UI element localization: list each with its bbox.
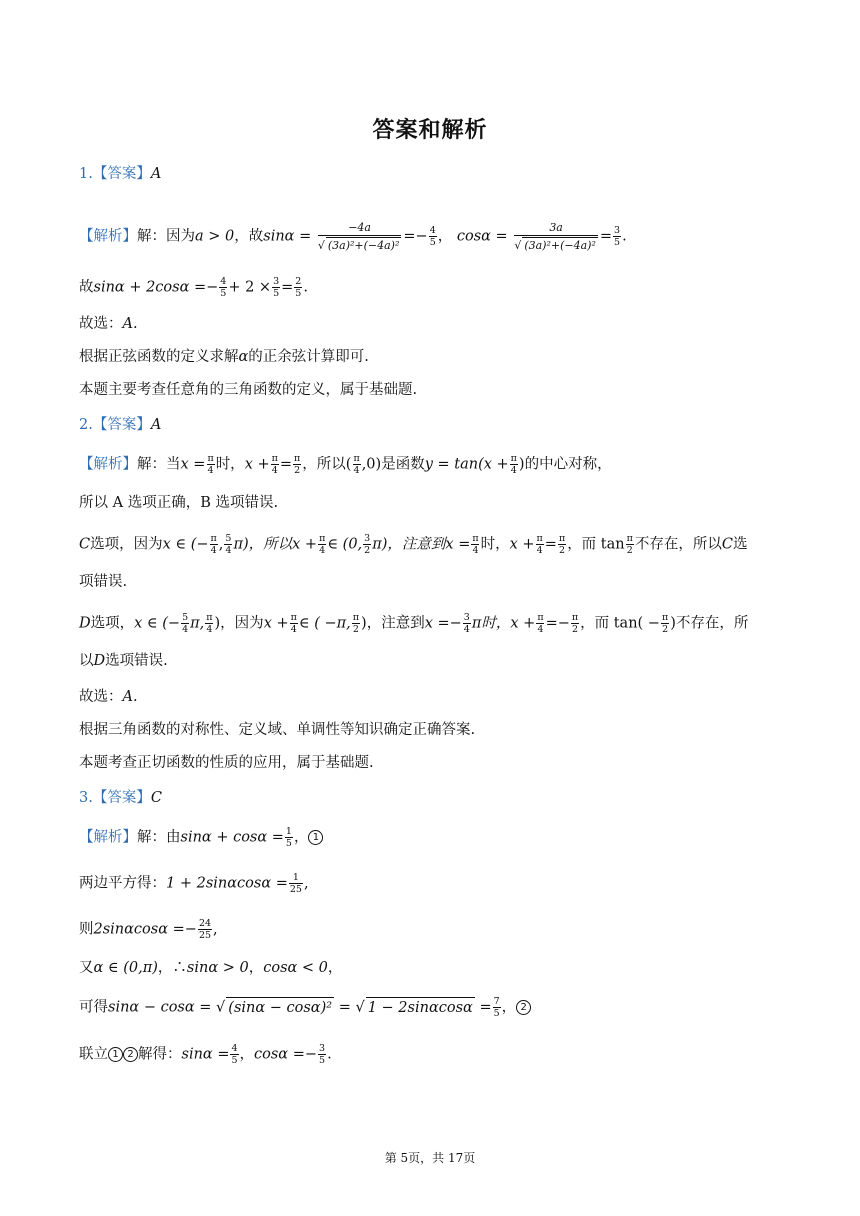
fraction bbox=[219, 276, 227, 299]
fraction-denominator: 2 bbox=[294, 465, 301, 476]
q3-answer-line bbox=[79, 788, 162, 808]
q3-math: cosα =− bbox=[254, 1046, 318, 1063]
q2-math: π)，注意到 bbox=[372, 536, 446, 553]
q2-text: 不存在，所以 bbox=[634, 536, 722, 553]
q2-math: x + bbox=[509, 536, 535, 553]
fraction bbox=[493, 996, 501, 1019]
q2-math: π)，所以 bbox=[233, 536, 293, 553]
q2-text: 选项， bbox=[90, 615, 135, 632]
fraction-denominator: (3a)²+(−4a)² bbox=[327, 239, 400, 252]
q3-analysis-line-1 bbox=[79, 826, 323, 849]
q3-math: sinα = bbox=[181, 1046, 230, 1063]
q1-text: ， bbox=[437, 228, 453, 245]
q3-sqrt-1: (sinα − cosα)² bbox=[226, 997, 334, 1018]
fraction-numerator: π bbox=[536, 533, 543, 544]
fraction-denominator: 2 bbox=[352, 624, 359, 635]
q2-answer-tag: 【答案】 bbox=[92, 417, 151, 433]
q3-analysis-line-2 bbox=[79, 872, 309, 895]
q3-text: , bbox=[303, 875, 309, 892]
q1-choice: A. bbox=[122, 316, 138, 332]
q2-text: 故选： bbox=[79, 689, 123, 705]
q1-analysis-line-2 bbox=[79, 276, 308, 299]
q3-math: cosα < 0 bbox=[263, 960, 328, 976]
fraction-denominator: 4 bbox=[510, 465, 517, 476]
fraction bbox=[181, 612, 189, 635]
q2-math: D bbox=[79, 615, 91, 632]
q3-text: ，∴ bbox=[157, 960, 187, 976]
q3-analysis-line-4 bbox=[79, 958, 342, 978]
fraction bbox=[210, 533, 218, 556]
fraction-numerator: 3a bbox=[549, 221, 563, 234]
fraction bbox=[285, 826, 293, 849]
fraction-denominator: 4 bbox=[271, 465, 278, 476]
q3-text: ， bbox=[248, 960, 264, 976]
circled-number-1: 1 bbox=[108, 1047, 123, 1062]
q3-answer: C bbox=[150, 790, 162, 806]
q3-math: sinα > 0 bbox=[186, 960, 249, 976]
q2-math: D bbox=[93, 653, 106, 669]
q2-math: ∈ (0, bbox=[327, 536, 363, 553]
fraction-denominator: 4 bbox=[472, 545, 479, 556]
fraction bbox=[352, 612, 360, 635]
q2-analysis-tag: 【解析】 bbox=[79, 456, 137, 473]
fraction bbox=[558, 533, 566, 556]
q2-analysis-line-3 bbox=[79, 533, 747, 556]
q1-text: = bbox=[281, 279, 294, 296]
q2-analysis-line-5 bbox=[79, 612, 748, 635]
q3-text: 则 bbox=[79, 921, 94, 938]
q2-text: 选项错误. bbox=[105, 653, 168, 669]
q2-math: x ∈ (− bbox=[134, 615, 181, 632]
fraction-numerator: 3 bbox=[273, 276, 280, 287]
page-footer: 第 5页，共 17页 bbox=[384, 1151, 476, 1165]
q2-choose-line bbox=[79, 687, 138, 707]
q2-math: x + bbox=[263, 615, 289, 632]
fraction-numerator: 7 bbox=[493, 996, 500, 1007]
q1-cos-label: cosα = bbox=[456, 228, 508, 245]
fraction bbox=[271, 453, 279, 476]
fraction-denominator: 2 bbox=[662, 624, 669, 635]
q3-text: ， bbox=[293, 829, 309, 846]
fraction-denominator: 5 bbox=[231, 1055, 238, 1066]
fraction-denominator: 4 bbox=[290, 624, 297, 635]
q3-analysis-line-3 bbox=[79, 918, 218, 941]
q3-text: 可得 bbox=[79, 999, 108, 1016]
q2-text: 以 bbox=[79, 653, 94, 669]
fraction-numerator: π bbox=[207, 453, 214, 464]
fraction bbox=[352, 453, 360, 476]
q3-text: = bbox=[479, 999, 492, 1016]
q1-text: =− bbox=[403, 228, 428, 245]
q2-text: ，所以( bbox=[302, 456, 352, 473]
q3-math: sinα + cosα = bbox=[180, 829, 284, 846]
q2-text: 选 bbox=[732, 536, 748, 553]
fraction bbox=[294, 276, 302, 299]
circled-number-2: 2 bbox=[123, 1047, 138, 1062]
q1-answer-tag: 【答案】 bbox=[92, 166, 151, 182]
q2-math: C bbox=[721, 536, 733, 553]
q3-analysis-line-6 bbox=[79, 1043, 332, 1066]
q1-alpha: α bbox=[238, 349, 249, 365]
fraction bbox=[205, 612, 213, 635]
q3-text: , bbox=[213, 921, 218, 938]
fraction bbox=[510, 453, 518, 476]
q1-text: = bbox=[599, 228, 613, 245]
q3-text: ， bbox=[239, 1046, 255, 1063]
q3-text: 又 bbox=[79, 960, 94, 976]
q1-text: 根据正弦函数的定义求解 bbox=[79, 349, 239, 365]
q3-sqrt-2: 1 − 2sinαcosα bbox=[366, 997, 475, 1018]
fraction-numerator: π bbox=[210, 533, 217, 544]
fraction bbox=[536, 612, 544, 635]
q2-note-2: 本题考查正切函数的性质的应用，属于基础题. bbox=[79, 755, 374, 771]
q3-text: = bbox=[338, 999, 351, 1016]
fraction-denominator: 4 bbox=[210, 545, 217, 556]
q2-text: )的中心对称， bbox=[518, 456, 612, 473]
q3-text: ， bbox=[327, 960, 343, 976]
fraction bbox=[429, 225, 437, 248]
q1-expression: sinα + 2cosα =− bbox=[93, 279, 219, 296]
fraction-numerator: 3 bbox=[463, 612, 470, 623]
fraction-denominator: 4 bbox=[207, 465, 214, 476]
fraction-numerator: π bbox=[353, 453, 360, 464]
q2-note-1: 根据三角函数的对称性、定义域、单调性等知识确定正确答案. bbox=[79, 722, 476, 738]
q1-text: + 2 × bbox=[228, 279, 272, 296]
fraction-denominator: 5 bbox=[614, 237, 621, 248]
q3-math: sinα − cosα = bbox=[108, 999, 212, 1016]
q2-text: , bbox=[218, 536, 224, 553]
fraction-denominator: 5 bbox=[220, 288, 227, 299]
fraction-denominator: 4 bbox=[536, 545, 543, 556]
fraction bbox=[272, 276, 280, 299]
fraction bbox=[318, 533, 326, 556]
q1-text: . bbox=[622, 228, 627, 245]
q2-text: ，而 tan( − bbox=[580, 615, 660, 632]
fraction bbox=[626, 533, 634, 556]
fraction-denominator: 25 bbox=[198, 930, 212, 941]
q2-math: π时， bbox=[471, 615, 511, 632]
fraction-numerator: π bbox=[626, 533, 633, 544]
fraction-numerator: π bbox=[558, 533, 566, 544]
fraction bbox=[661, 612, 669, 635]
q3-text: 解：由 bbox=[137, 829, 181, 846]
q2-math: x + bbox=[292, 536, 318, 553]
fraction bbox=[363, 533, 371, 556]
circled-number-2: 2 bbox=[516, 1000, 531, 1015]
fraction-denominator: 5 bbox=[295, 288, 302, 299]
q3-analysis-tag: 【解析】 bbox=[79, 829, 137, 846]
q3-text: 两边平方得： bbox=[79, 875, 166, 892]
fraction-denominator: 2 bbox=[364, 545, 371, 556]
q1-answer-line bbox=[79, 164, 161, 184]
fraction-numerator: π bbox=[352, 612, 360, 623]
q3-math: α ∈ (0,π) bbox=[93, 960, 158, 976]
q2-analysis-line-4: 项错误. bbox=[79, 574, 128, 590]
q3-math: 2sinαcosα =− bbox=[93, 921, 197, 938]
q2-analysis-line-2: 所以 A 选项正确，B 选项错误. bbox=[79, 495, 279, 511]
q1-text: 解：因为 bbox=[137, 228, 195, 245]
q2-text: =− bbox=[545, 615, 570, 632]
fraction-denominator: 4 bbox=[206, 624, 213, 635]
fraction-denominator: 4 bbox=[463, 624, 470, 635]
q2-math: y = tan(x + bbox=[424, 456, 509, 473]
fraction-denominator: (3a)²+(−4a)² bbox=[524, 239, 596, 252]
fraction-numerator: π bbox=[510, 453, 517, 464]
fraction-numerator: 1 bbox=[292, 872, 299, 883]
q2-text: = bbox=[544, 536, 557, 553]
fraction-numerator: π bbox=[661, 612, 669, 623]
fraction bbox=[463, 612, 471, 635]
fraction-denominator: 4 bbox=[319, 545, 326, 556]
fraction-numerator: 4 bbox=[220, 276, 227, 287]
q2-text: 选项，因为 bbox=[90, 536, 163, 553]
fraction bbox=[536, 533, 544, 556]
q1-sin-label: sinα = bbox=[263, 228, 312, 245]
q1-note-1 bbox=[79, 347, 369, 367]
q2-math: C bbox=[79, 536, 91, 553]
q2-math: x = bbox=[180, 456, 206, 473]
q1-answer: A bbox=[150, 166, 162, 182]
q2-number: 2. bbox=[79, 417, 93, 433]
q2-text: = bbox=[279, 456, 293, 473]
q2-analysis-line-6 bbox=[79, 651, 168, 671]
q1-text: 故选： bbox=[79, 316, 123, 332]
fraction-denominator: 4 bbox=[353, 465, 360, 476]
fraction-denominator: 4 bbox=[182, 624, 189, 635]
fraction bbox=[290, 612, 298, 635]
q3-number: 3. bbox=[79, 790, 93, 806]
q2-answer-line bbox=[79, 415, 161, 435]
q2-math: x = bbox=[445, 536, 471, 553]
fraction-denominator: 2 bbox=[559, 545, 566, 556]
q1-analysis-tag: 【解析】 bbox=[79, 228, 137, 245]
q2-answer: A bbox=[150, 417, 162, 433]
fraction-numerator: 2 bbox=[295, 276, 302, 287]
q2-choice: A. bbox=[122, 689, 138, 705]
q2-math: ∈ ( −π, bbox=[298, 615, 351, 632]
fraction-numerator: 3 bbox=[319, 1043, 326, 1054]
fraction-denominator: 25 bbox=[289, 884, 302, 895]
q2-math: x + bbox=[510, 615, 536, 632]
q3-analysis-line-5: 可得sinα − cosα = √ (sinα − cosα)² = √ 1 − 2sinαcosα = $\frac{7}{5}$ ， 2 bbox=[79, 996, 531, 1019]
page-title: 答案和解析 bbox=[372, 118, 488, 143]
q2-text: )不存在，所 bbox=[670, 615, 749, 632]
q1-number: 1. bbox=[79, 166, 93, 182]
q2-math: x + bbox=[244, 456, 270, 473]
fraction-denominator: 2 bbox=[626, 545, 633, 556]
q2-text: ，而 tan bbox=[567, 536, 625, 553]
fraction bbox=[318, 1043, 326, 1066]
fraction-denominator: 2 bbox=[571, 624, 579, 635]
q1-choose-line bbox=[79, 314, 138, 334]
fraction bbox=[289, 872, 303, 895]
q2-analysis-line-1 bbox=[79, 453, 612, 476]
q1-note-2: 本题主要考查任意角的三角函数的定义，属于基础题. bbox=[79, 382, 418, 398]
fraction-numerator: π bbox=[271, 453, 278, 464]
fraction-numerator: −4a bbox=[348, 221, 371, 234]
fraction-numerator: 3 bbox=[614, 225, 621, 236]
q1-text: 的正余弦计算即可. bbox=[248, 349, 369, 365]
q2-text: )，注意到 bbox=[361, 615, 425, 632]
fraction-numerator: π bbox=[537, 612, 544, 623]
q2-math: x =− bbox=[424, 615, 462, 632]
fraction-numerator: 4 bbox=[429, 225, 436, 236]
fraction-numerator: 3 bbox=[364, 533, 371, 544]
q3-text: . bbox=[327, 1046, 332, 1063]
q1-sin-fraction: $\frac{-4a}{\text{√ (3a)²+(−4a)²}}$ bbox=[317, 221, 400, 252]
q2-text: 解：当 bbox=[137, 456, 181, 473]
q1-text: ，故 bbox=[234, 228, 264, 245]
q1-cos-fraction: $\frac{3a}{\text{√ (3a)²+(−4a)²}}$ bbox=[514, 221, 596, 252]
q1-analysis-line-1 bbox=[79, 220, 627, 253]
q2-text: ,0)是函数 bbox=[361, 456, 425, 473]
fraction-numerator: π bbox=[319, 533, 326, 544]
fraction-denominator: 5 bbox=[273, 288, 280, 299]
fraction-numerator: π bbox=[571, 612, 579, 623]
fraction-numerator: 4 bbox=[231, 1043, 238, 1054]
q3-answer-tag: 【答案】 bbox=[92, 790, 151, 806]
circled-number-1: 1 bbox=[308, 830, 323, 845]
fraction-numerator: 24 bbox=[198, 918, 212, 929]
fraction-denominator: 4 bbox=[225, 545, 232, 556]
q3-text: ， bbox=[501, 999, 517, 1016]
fraction-denominator: 5 bbox=[429, 237, 436, 248]
fraction bbox=[293, 453, 301, 476]
fraction bbox=[471, 533, 479, 556]
fraction-numerator: π bbox=[206, 612, 213, 623]
fraction bbox=[230, 1043, 238, 1066]
fraction-numerator: π bbox=[472, 533, 479, 544]
q2-math: π, bbox=[190, 615, 205, 632]
q2-text: 时， bbox=[215, 456, 245, 473]
q3-math: 1 + 2sinαcosα = bbox=[166, 875, 288, 892]
fraction bbox=[613, 225, 621, 248]
fraction-numerator: π bbox=[294, 453, 301, 464]
fraction-denominator: 5 bbox=[493, 1008, 500, 1019]
q1-text: 故 bbox=[79, 279, 94, 296]
fraction-numerator: π bbox=[290, 612, 297, 623]
q1-text: . bbox=[303, 279, 308, 296]
fraction-denominator: 4 bbox=[537, 624, 544, 635]
fraction bbox=[224, 533, 232, 556]
fraction-numerator: 5 bbox=[225, 533, 232, 544]
fraction-numerator: 5 bbox=[182, 612, 189, 623]
q2-text: 时， bbox=[480, 536, 510, 553]
q1-condition: a > 0 bbox=[195, 228, 235, 245]
q3-text: 联立 bbox=[79, 1046, 108, 1063]
fraction-denominator: 5 bbox=[285, 838, 292, 849]
q2-math: x ∈ (− bbox=[162, 536, 209, 553]
q3-text: 解得： bbox=[138, 1046, 182, 1063]
fraction bbox=[206, 453, 214, 476]
fraction bbox=[571, 612, 579, 635]
q2-text: )，因为 bbox=[214, 615, 264, 632]
fraction bbox=[198, 918, 212, 941]
fraction-denominator: 5 bbox=[319, 1055, 326, 1066]
fraction-numerator: 1 bbox=[285, 826, 292, 837]
